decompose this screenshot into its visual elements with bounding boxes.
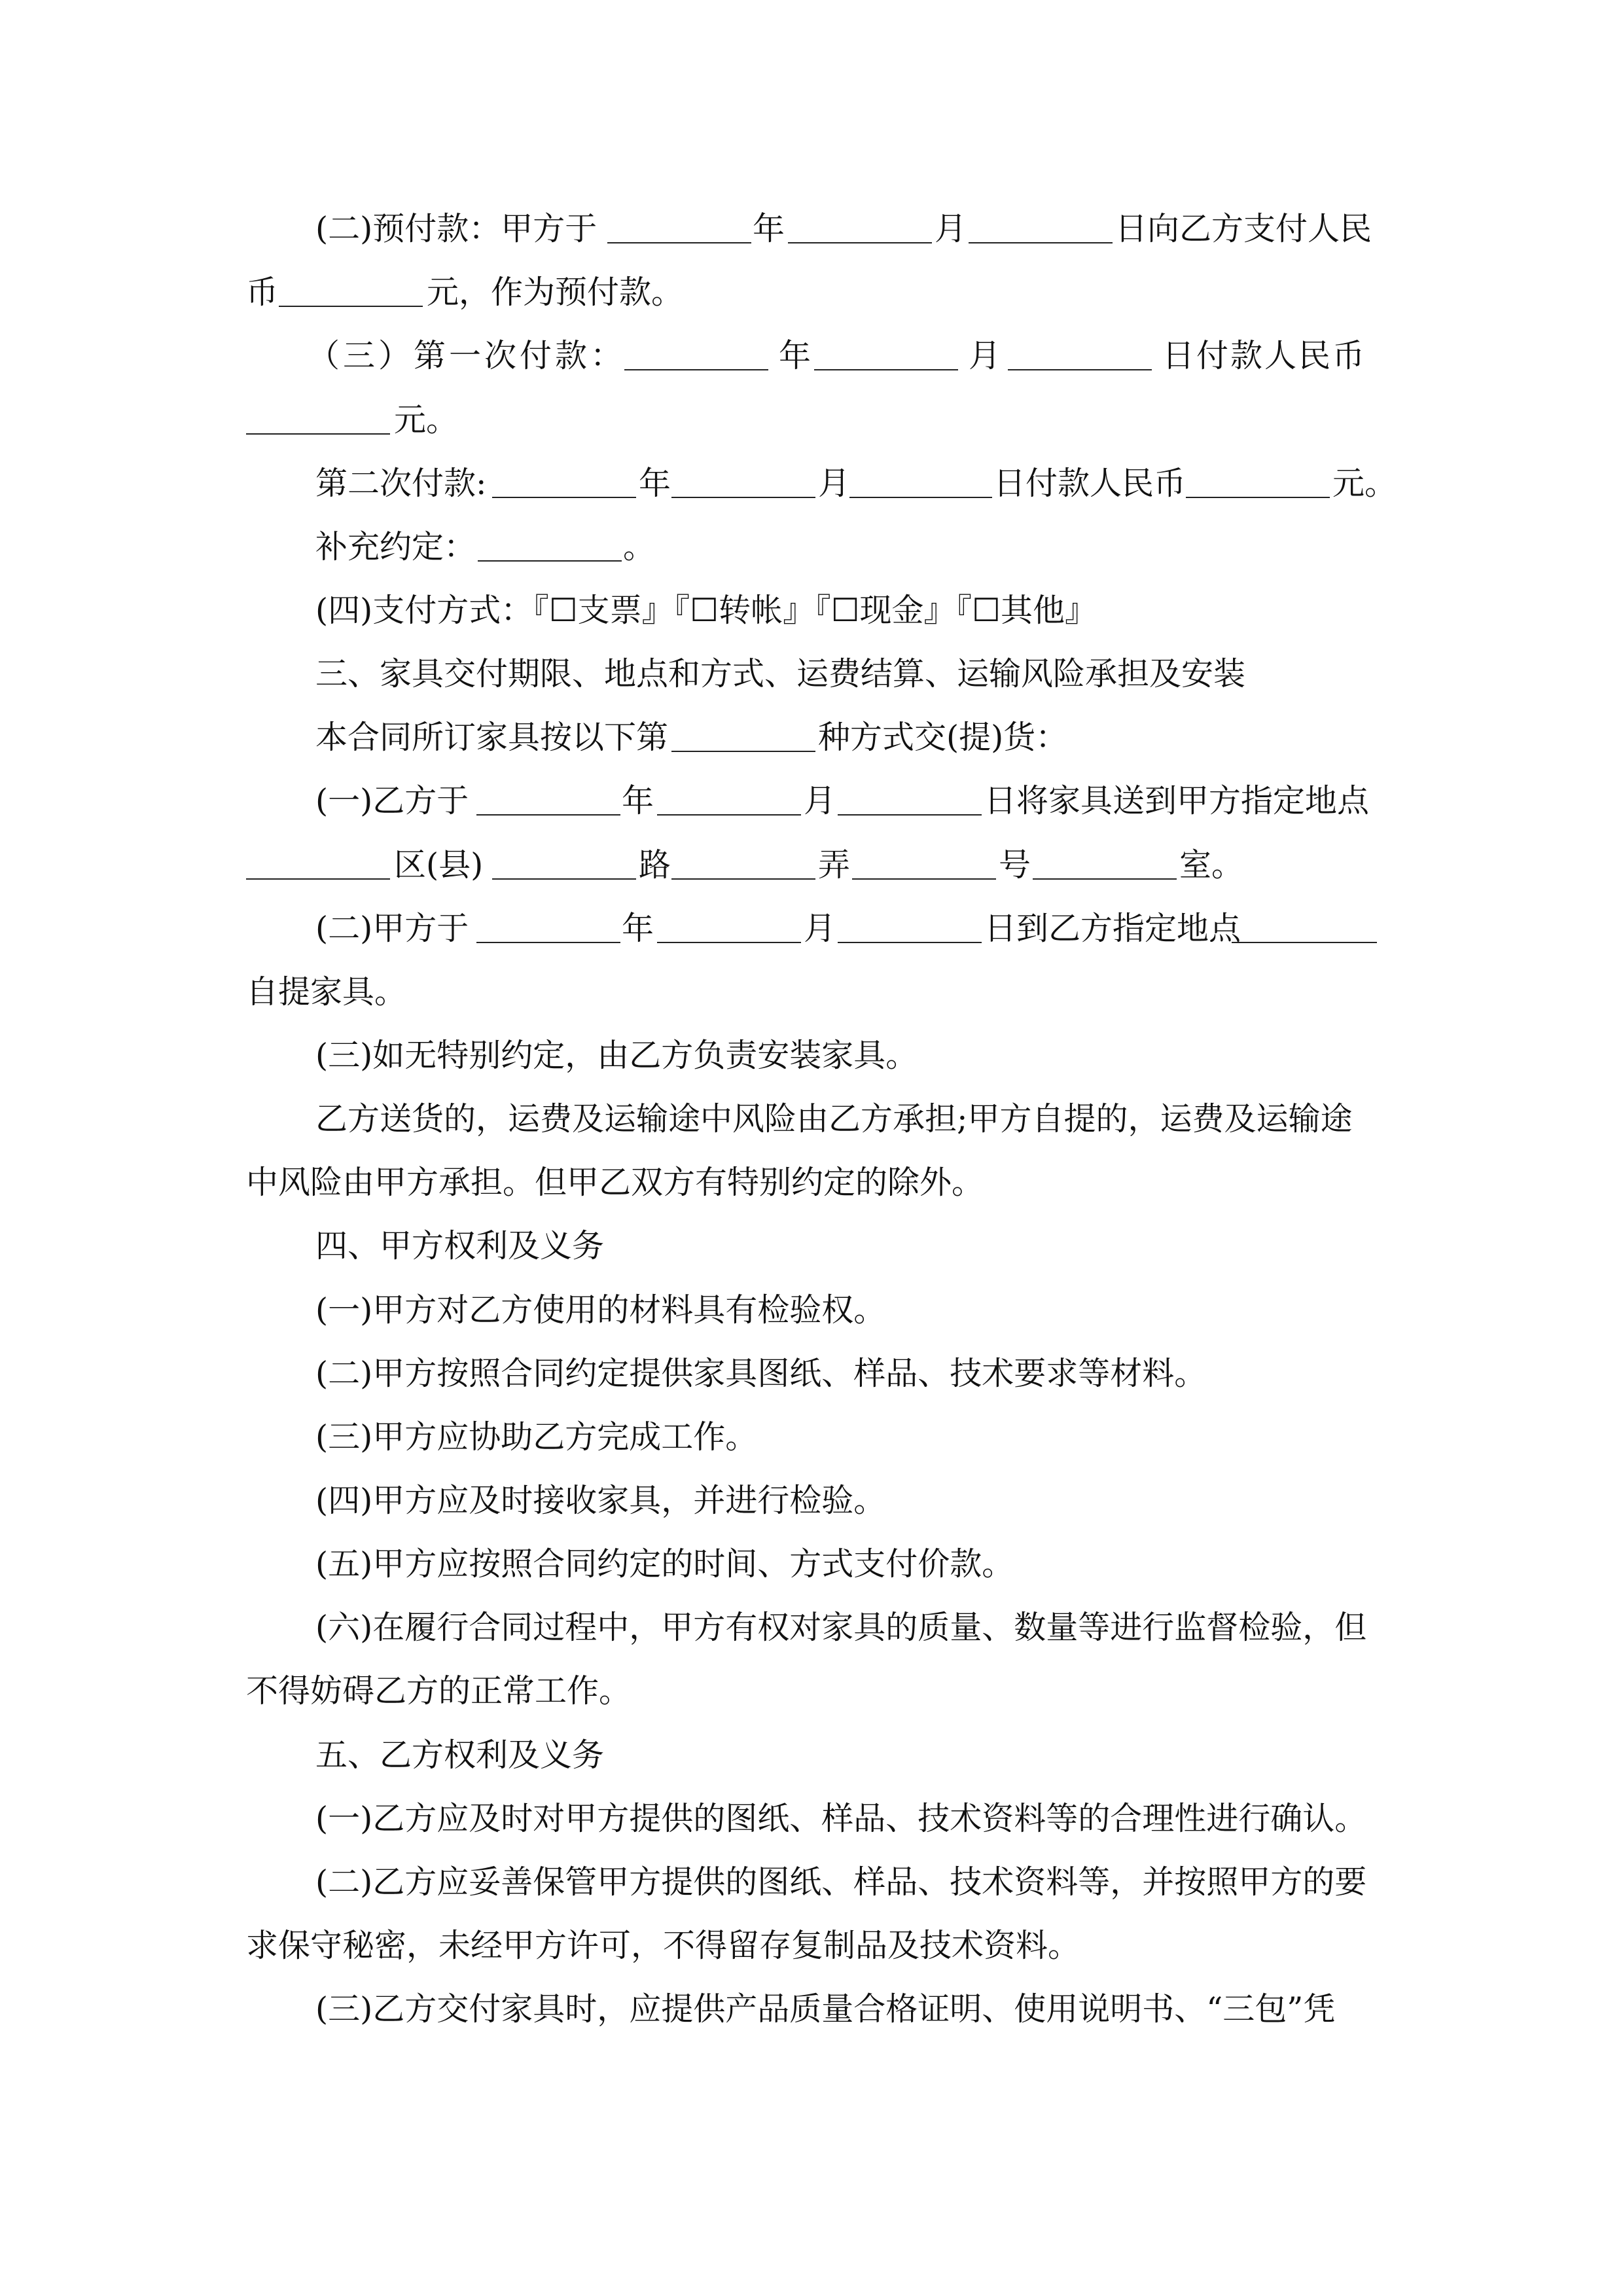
fill-in-blank[interactable] (657, 905, 801, 943)
text-fragment: 年 (639, 465, 671, 502)
text-line (0, 714, 1623, 761)
section-heading (0, 651, 1623, 698)
fill-in-blank[interactable] (852, 842, 996, 880)
text-fragment: 中风险由甲方承担。但甲乙双方有特别约定的除外。 (246, 1164, 984, 1201)
text-line (0, 206, 1623, 253)
fill-in-blank[interactable] (246, 397, 390, 435)
fill-in-blank[interactable] (849, 460, 992, 498)
section-heading (0, 1732, 1623, 1779)
fill-in-blank[interactable] (478, 524, 622, 562)
text-fragment: 币 (246, 274, 279, 311)
text-line (0, 1541, 1623, 1588)
text-line (0, 778, 1623, 825)
text-fragment: 日付款人民币 (1162, 337, 1367, 374)
fill-in-blank[interactable] (814, 332, 958, 370)
text-fragment: (二)甲方按照合同约定提供家具图纸、样品、技术要求等材料。 (315, 1355, 1207, 1392)
text-fragment: 五、乙方权利及义务 (315, 1736, 605, 1774)
fill-in-blank[interactable] (1232, 905, 1377, 943)
text-line (0, 269, 1623, 316)
text-fragment: 第二次付款: (315, 465, 487, 502)
text-fragment: 求保守秘密，未经甲方许可，不得留存复制品及技术资料。 (246, 1927, 1080, 1964)
fill-in-blank[interactable] (671, 714, 815, 752)
fill-in-blank[interactable] (476, 905, 620, 943)
text-line (0, 587, 1623, 634)
text-fragment: 年 (779, 337, 812, 374)
text-fragment: (一)甲方对乙方使用的材料具有检验权。 (315, 1291, 886, 1329)
text-fragment: 。 (623, 528, 656, 565)
text-fragment: (二)预付款：甲方于 (315, 210, 597, 247)
fill-in-blank[interactable] (624, 332, 768, 370)
fill-in-blank[interactable] (492, 842, 636, 880)
text-line (0, 1414, 1623, 1461)
text-fragment: 月 (969, 337, 1001, 374)
text-fragment: 年 (753, 210, 785, 247)
text-fragment: 不得妨碍乙方的正常工作。 (246, 1672, 632, 1710)
text-line (0, 524, 1623, 571)
text-fragment: 自提家具。 (246, 973, 407, 1011)
text-fragment: 月 (804, 910, 836, 947)
text-fragment: (三)乙方交付家具时，应提供产品质量合格证明、使用说明书、“三包”凭 (315, 1990, 1336, 2028)
text-fragment: 月 (818, 465, 851, 502)
text-fragment: (二)乙方应妥善保管甲方提供的图纸、样品、技术资料等，并按照甲方的要 (315, 1863, 1367, 1901)
text-fragment: 三、家具交付期限、地点和方式、运费结算、运输风险承担及安装 (315, 655, 1246, 692)
text-fragment: 月 (935, 210, 967, 247)
text-fragment: 四、甲方权利及义务 (315, 1227, 605, 1265)
text-fragment: (二)甲方于 (315, 910, 469, 947)
text-fragment: 日向乙方支付人民 (1115, 210, 1372, 247)
text-line (0, 1986, 1623, 2033)
text-line (0, 842, 1623, 889)
text-fragment: (六)在履行合同过程中，甲方有权对家具的质量、数量等进行监督检验，但 (315, 1609, 1367, 1646)
fill-in-blank[interactable] (1033, 842, 1177, 880)
text-fragment: 年 (622, 782, 654, 819)
fill-in-blank[interactable] (492, 460, 636, 498)
text-line (0, 1287, 1623, 1334)
text-line (0, 1350, 1623, 1397)
fill-in-blank[interactable] (838, 778, 982, 816)
text-line (0, 1668, 1623, 1715)
text-fragment: （三）第一次付款： (308, 337, 626, 374)
fill-in-blank[interactable] (671, 460, 815, 498)
text-line (0, 332, 1623, 380)
text-line (0, 1604, 1623, 1651)
text-fragment: 乙方送货的，运费及运输途中风险由乙方承担;甲方自提的，运费及运输途 (315, 1100, 1353, 1138)
text-line (0, 1922, 1623, 1969)
text-fragment: 区(县) (394, 846, 484, 884)
section-heading (0, 1223, 1623, 1270)
fill-in-blank[interactable] (1186, 460, 1330, 498)
text-fragment: 室。 (1179, 846, 1244, 884)
text-fragment: 月 (804, 782, 836, 819)
text-line (0, 1096, 1623, 1143)
text-fragment: 路 (639, 846, 671, 884)
text-fragment: (一)乙方应及时对甲方提供的图纸、样品、技术资料等的合理性进行确认。 (315, 1800, 1367, 1837)
text-line (0, 460, 1623, 507)
text-fragment: 日付款人民币 (993, 465, 1186, 502)
fill-in-blank[interactable] (969, 206, 1113, 243)
text-fragment: (四)支付方式：『☐支票』『☐转帐』『☐现金』『☐其他』 (315, 592, 1097, 629)
text-line (0, 1859, 1623, 1906)
text-fragment: (三)甲方应协助乙方完成工作。 (315, 1418, 758, 1456)
fill-in-blank[interactable] (607, 206, 751, 243)
text-line (0, 1159, 1623, 1206)
fill-in-blank[interactable] (279, 269, 423, 307)
text-fragment: (五)甲方应按照合同约定的时间、方式支付价款。 (315, 1545, 1014, 1583)
text-fragment: 元。 (1332, 465, 1397, 502)
text-fragment: 本合同所订家具按以下第 (315, 719, 669, 756)
text-fragment: 日将家具送到甲方指定地点 (984, 782, 1370, 819)
fill-in-blank[interactable] (671, 842, 815, 880)
text-line (0, 905, 1623, 952)
text-fragment: (一)乙方于 (315, 782, 469, 819)
fill-in-blank[interactable] (657, 778, 801, 816)
text-fragment: (三)如无特别约定，由乙方负责安装家具。 (315, 1037, 918, 1074)
text-line (0, 969, 1623, 1016)
text-fragment: 元。 (394, 401, 459, 439)
fill-in-blank[interactable] (838, 905, 982, 943)
text-fragment: 弄 (818, 846, 851, 884)
fill-in-blank[interactable] (476, 778, 620, 816)
text-line (0, 397, 1623, 444)
text-fragment: 号 (999, 846, 1031, 884)
text-fragment: 补充约定： (315, 528, 476, 565)
text-line (0, 1795, 1623, 1842)
text-fragment: 年 (622, 910, 654, 947)
text-line (0, 1032, 1623, 1079)
text-fragment: 元，作为预付款。 (427, 274, 684, 311)
text-fragment: 种方式交(提)货： (818, 719, 1068, 756)
fill-in-blank[interactable] (788, 206, 932, 243)
text-line (0, 1477, 1623, 1524)
fill-in-blank[interactable] (1008, 332, 1152, 370)
fill-in-blank[interactable] (246, 842, 390, 880)
text-fragment: 日到乙方指定地点 (984, 910, 1241, 947)
text-fragment: (四)甲方应及时接收家具，并进行检验。 (315, 1482, 886, 1519)
